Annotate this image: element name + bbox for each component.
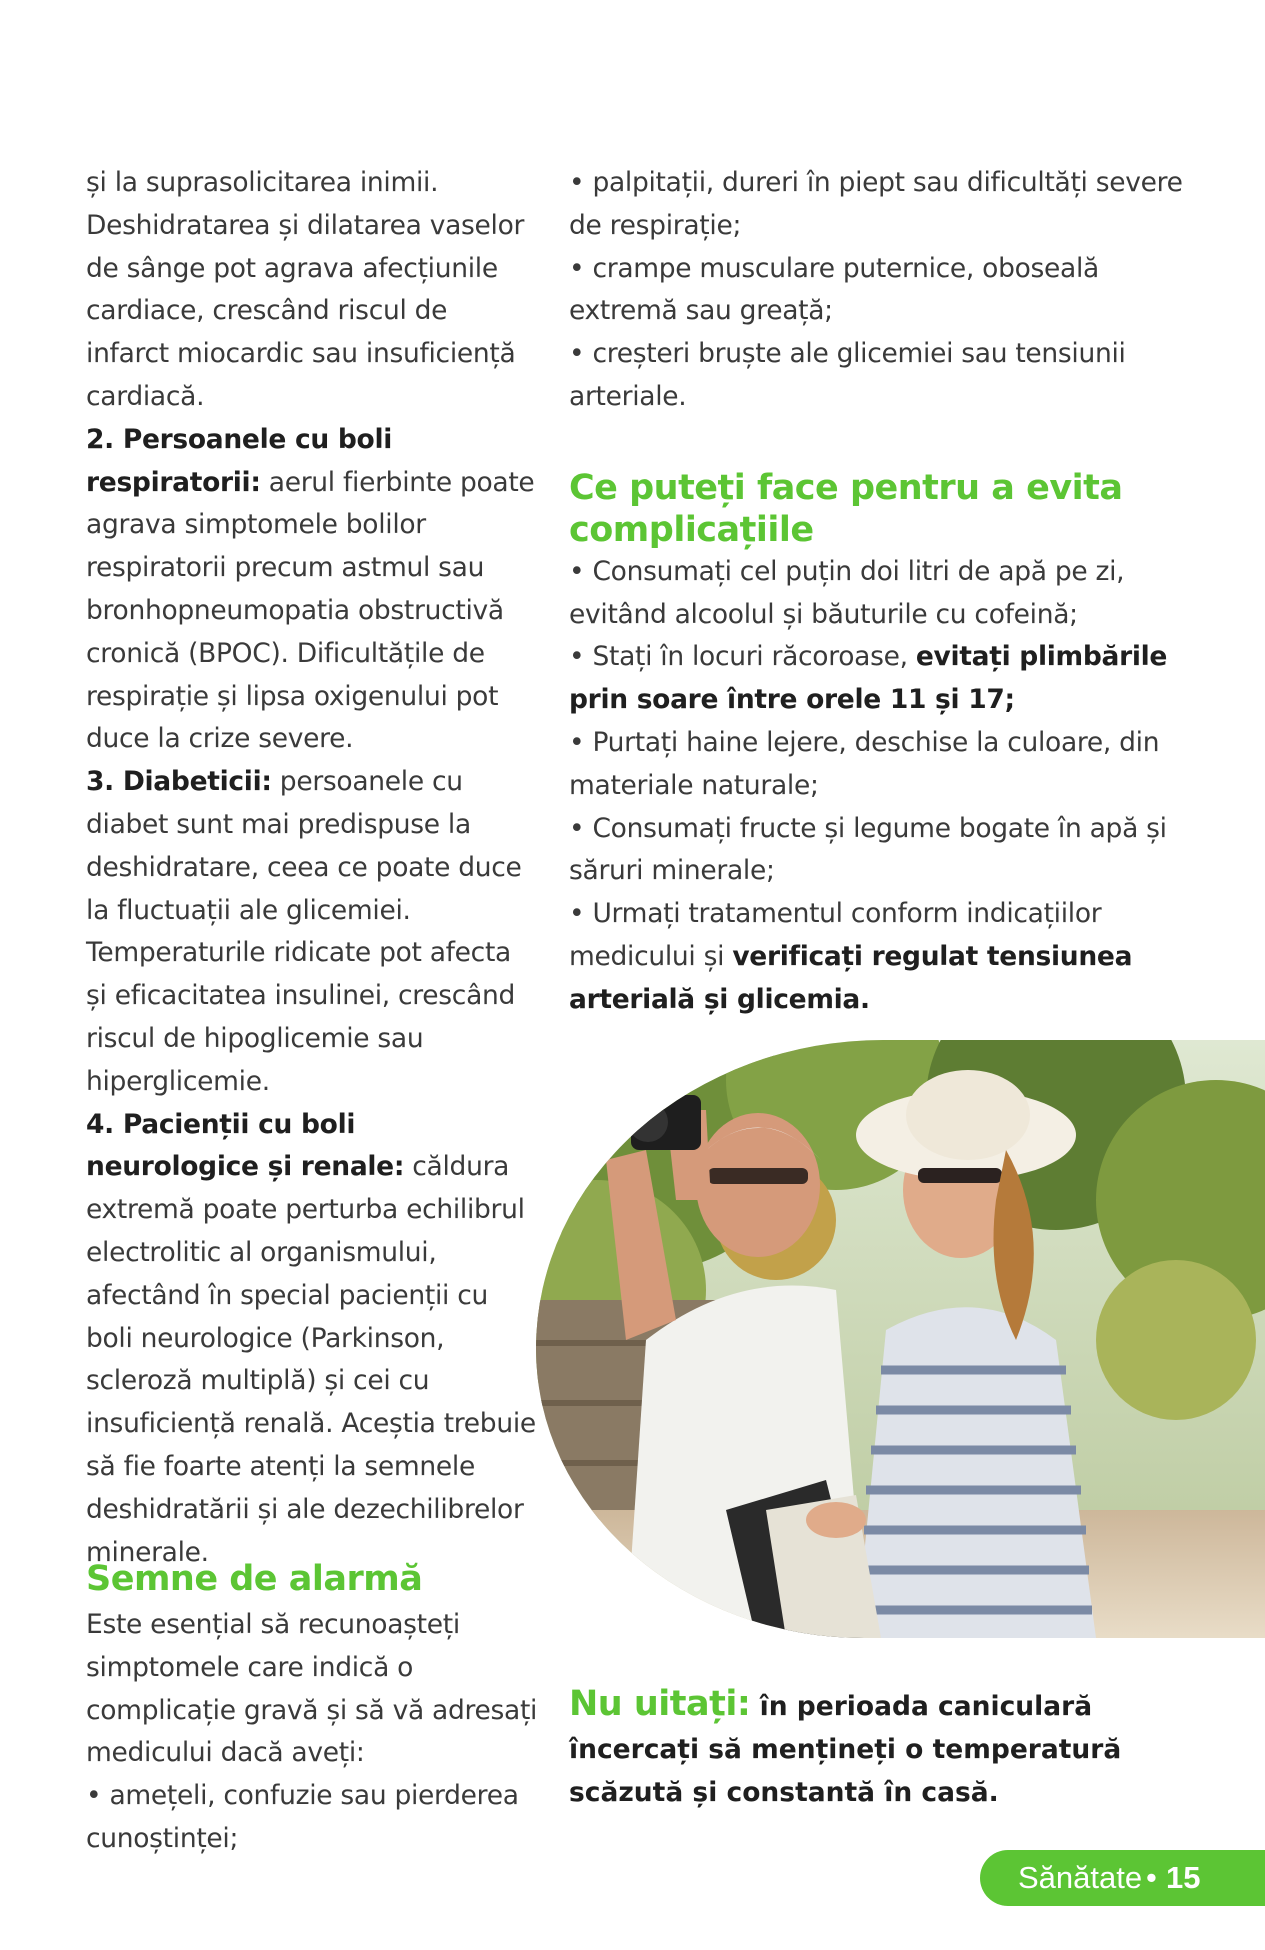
section-name: Sănătate	[1018, 1860, 1143, 1895]
intro-paragraph: și la suprasolicitarea inimii. Deshidratarea și dilatarea vaselor de sânge pot agrava afecțiunile cardiace, crescând riscul de infarct miocardic sau insuficiență cardiacă.	[86, 167, 525, 412]
alarm-bullet: • palpitații, dureri în piept sau dificultăți severe de respirație;	[569, 167, 1183, 241]
item-neuro-renal-text: căldura extremă poate perturba echilibrul electrolitic al organismului, afectând în special pacienții cu boli neurologice (Parkinson, scleroză multiplă) și cei cu insuficiență renală. Aceștia trebuie să fie foarte atenți la semnele deshidratării și ale dezechilibrelor minerale.	[86, 1151, 536, 1568]
alarm-section	[86, 1604, 556, 1861]
prevention-bullet-text: • Urmați tratamentul conform indicațiilor medicului și	[569, 898, 1102, 972]
alarm-bullet: • creșteri bruște ale glicemiei sau tensiunii arteriale.	[569, 338, 1126, 412]
prevention-bullet-bold: evitați plimbările prin soare între orele 11 și 17;	[569, 641, 1168, 716]
reminder-note	[569, 1683, 1209, 1814]
alarm-bullet: • crampe musculare puternice, oboseală extremă sau greață;	[569, 252, 1099, 327]
prevention-bullet: • Consumați cel puțin doi litri de apă pe zi, evitând alcoolul și băuturile cu cofeină;	[569, 555, 1125, 630]
item-diabetics-title: 3. Diabeticii:	[86, 766, 272, 798]
reminder-text: în perioada caniculară încercați să mențineți o temperatură scăzută și constantă în casă.	[569, 1691, 1122, 1808]
item-respiratory-text: aerul fierbinte poate agrava simptomele bolilor respiratorii precum astmul sau bronhopneumopatia obstructivă cronică (BPOC). Dificultățile de respirație și lipsa oxigenului pot duce la crize severe.	[86, 466, 535, 755]
item-neuro-renal-title: 4. Pacienții cu boli neurologice și renale:	[86, 1108, 405, 1183]
page-number: 15	[1166, 1860, 1201, 1895]
item-diabetics	[86, 761, 536, 1103]
prevention-bullet	[569, 636, 1189, 722]
left-column	[86, 162, 536, 1574]
prevention-bullet	[569, 893, 1189, 1021]
item-respiratory-title: 2. Persoanele cu boli respiratorii:	[86, 423, 393, 498]
separator-dot: •	[1146, 1860, 1157, 1895]
right-column	[569, 162, 1189, 1022]
prevention-heading: Ce puteți face pentru a evita complicațiile	[569, 467, 1123, 550]
item-neuro-renal	[86, 1104, 536, 1575]
reminder-label: Nu uitați:	[569, 1684, 751, 1724]
prevention-bullet-text: • Stați în locuri răcoroase,	[569, 641, 916, 673]
prevention-bullet: • Purtați haine lejere, deschise la culoare, din materiale naturale;	[569, 726, 1160, 801]
alarm-bullet: • amețeli, confuzie sau pierderea cunoștinței;	[86, 1780, 519, 1854]
item-diabetics-text: persoanele cu diabet sunt mai predispuse la deshidratare, ceea ce poate duce la fluctuații ale glicemiei. Temperaturile ridicate pot afecta și eficacitatea insulinei, crescând riscul de hipoglicemie sau hiperglicemie.	[86, 766, 522, 1097]
alarm-intro: Este esențial să recunoașteți simptomele care indică o complicație gravă și să vă adresați medicului dacă aveți:	[86, 1609, 538, 1769]
item-respiratory	[86, 419, 536, 761]
page-footer-tab	[980, 1850, 1265, 1906]
alarm-heading: Semne de alarmă	[86, 1559, 423, 1599]
senior-couple-photo	[536, 1040, 1265, 1638]
prevention-bullet-bold: verificați regulat tensiunea arterială și glicemia.	[569, 940, 1133, 1015]
prevention-bullet: • Consumați fructe și legume bogate în apă și săruri minerale;	[569, 812, 1167, 887]
